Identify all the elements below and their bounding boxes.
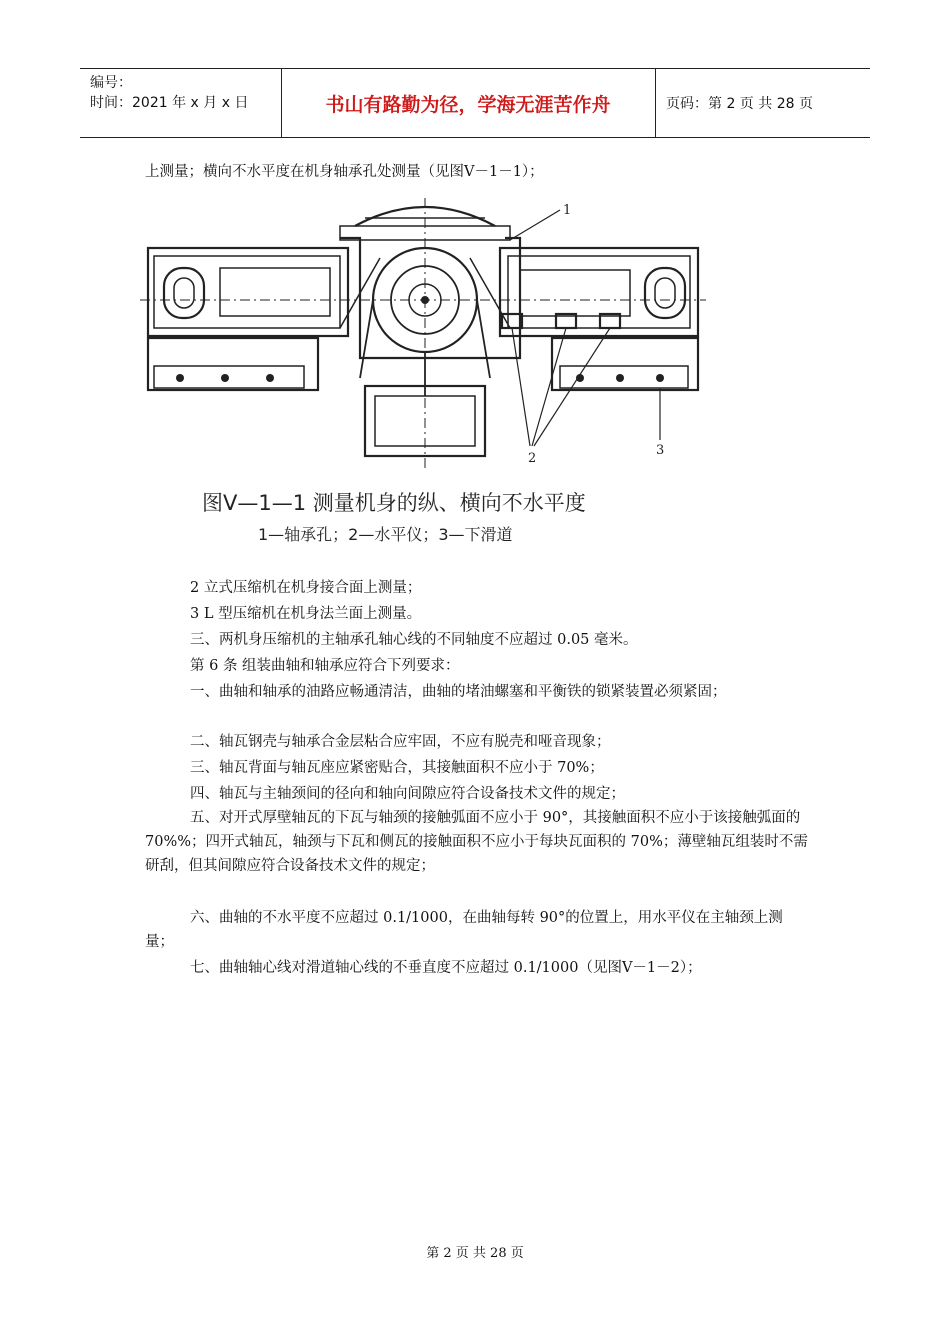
doc-number: 编号： xyxy=(90,75,132,91)
paragraph: 二、轴瓦钢壳与轴承合金层粘合应牢固，不应有脱壳和哑音现象； xyxy=(190,734,611,750)
paragraph: 2 立式压缩机在机身接合面上测量； xyxy=(190,580,422,596)
header-meta xyxy=(80,69,280,137)
paragraph: 四、轴瓦与主轴颈间的径向和轴向间隙应符合设备技术文件的规定； xyxy=(190,786,625,802)
left-housing xyxy=(148,248,348,336)
paragraph: 六、曲轴的不水平度不应超过 0.1/1000，在曲轴每转 90°的位置上，用水平仪在主轴颈上测量； xyxy=(145,910,783,950)
right-window xyxy=(645,268,685,318)
figure-machine-body xyxy=(140,178,706,550)
paragraph: 三、两机身压缩机的主轴承孔轴心线的不同轴度不应超过 0.05 毫米。 xyxy=(190,632,638,648)
callout-1: 1 xyxy=(563,203,572,218)
doc-date: 时间：2021 年 x 月 x 日 xyxy=(90,95,249,111)
figure-caption: 图Ⅴ—1—1 测量机身的纵、横向不水平度 xyxy=(202,491,586,515)
page-header xyxy=(80,68,870,138)
header-page-number: 页码：第 2 页 共 28 页 xyxy=(666,96,813,112)
left-window xyxy=(164,268,204,318)
figure-legend: 1—轴承孔；2—水平仪；3—下滑道 xyxy=(258,525,513,544)
header-motto: 书山有路勤为径，学海无涯苦作舟 xyxy=(325,93,611,116)
callout-3: 3 xyxy=(656,443,665,458)
intro-line: 上测量；横向不水平度在机身轴承孔处测量（见图Ⅴ－1－1）； xyxy=(145,164,544,180)
callout-2: 2 xyxy=(528,451,537,466)
paragraph: 三、轴瓦背面与轴瓦座应紧密贴合，其接触面积不应小于 70%； xyxy=(190,760,604,776)
compressor-diagram xyxy=(140,178,706,550)
right-lower-rail xyxy=(552,338,698,390)
section-heading: 第 6 条 组装曲轴和轴承应符合下列要求： xyxy=(190,658,460,674)
paragraph: 七、曲轴轴心线对滑道轴心线的不垂直度不应超过 0.1/1000（见图Ⅴ－1－2）； xyxy=(190,960,702,976)
paragraph: 一、曲轴和轴承的油路应畅通清洁，曲轴的堵油螺塞和平衡铁的锁紧装置必须紧固； xyxy=(190,684,727,700)
page-footer: 第 2 页 共 28 页 xyxy=(426,1246,524,1261)
left-lower-rail xyxy=(148,338,318,390)
paragraph: 3 L 型压缩机在机身法兰面上测量。 xyxy=(190,606,422,622)
paragraph: 五、对开式厚壁轴瓦的下瓦与轴颈的接触弧面不应小于 90°，其接触面积不应小于该接触弧面的 70%%；四开式轴瓦，轴颈与下瓦和侧瓦的接触面积不应小于每块瓦面积的 70%；薄壁轴瓦组装时不需研刮，但其间隙应符合设备技术文件的规定； xyxy=(145,810,808,874)
